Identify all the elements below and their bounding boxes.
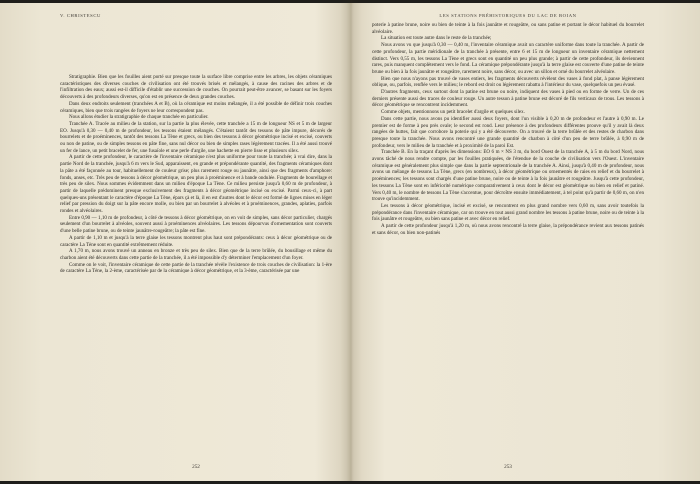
- paragraph: Dans deux endroits seulement (tranchées A et B), où la céramique est moins mélangée, il a été possible de définir trois couches céramiques, bien que trois rangées de foyers ne leur correspondent pas.: [60, 100, 332, 114]
- paragraph: Tranchée A. Tracée au milieu de la station, sur la partie la plus élevée, cette tranchée a 15 m de longueur NS et 5 m de largeur EO. Jusqu'à 0,30 — 0,40 m de profondeur, les tessons étaient mélangés. C'étaient tantôt des tessons de pâte impure, décorés de bourrelets et de proéminences, tantôt des tessons La Tène et grecs, ou bien des tessons à décor géométrique incisé et excisé, couverts ou non de patine, ou de simples tessons en pâte fine, sans nul décor ou bien de simples rases légèrement tracées. Il a été aussi trouvé un fer de lance, un petit bracelet de fer, une fusaïole et une perle d'argile, une hachette en pierre lisse et plusieurs silex.: [60, 120, 332, 154]
- paragraph: Tranchée B. En la traçant d'après les dimensions: EO 6 m × NS 3 m, du bord Ouest de la tranchée A, à 5 m du bord Nord, nous avons tâché de nous rendre compte, par les fouilles pratiquées, de l'étendue de la couche de civilisation vers l'Ouest. L'inventaire céramique est généralement plus simple que dans la partie septentrionale de la tranchée A. Ainsi, jusqu'à 0,40 m de profondeur, nous avons un mélange de tessons La Tène, grecs (en nombreux), à décor géométrique ou ornementés de raies en relief et du bourrelet à proéminences; les tessons sont chargés d'une patine brune, noire ou de teinte à la fois jaunâtre et rougeâtre. Jusqu'à cette profondeur, les tessons La Tène sont en infériorité numérique comparativement à ceux dont le décor est géométrique ou bien en relief et patiné. Vers 0,40 m, le nombre de tessons La Tène s'accentue, pour décroître ensuite immédiatement, à tel point qu'à partir de 0,60 m, on n'en trouve qu'incidemment.: [372, 149, 644, 203]
- running-head-right: LES STATIONS PRÉHISTORIQUES DU LAC DE BOIAN: [439, 13, 577, 18]
- page-number-right: 253: [504, 464, 512, 470]
- paragraph: Bien que nous n'ayons pas trouvé de vases entiers, les fragments découverts révèlent des vases à fond plat, à panse légèrement oblique, ou, parfois, renflée vers le milieu; le rebord est droit ou légèrement rabattu à l'intérieur du vase, quelquefois un peu évasé.: [372, 75, 644, 89]
- left-page: [60, 12, 332, 474]
- paragraph: A partir de cette profondeur, le caractère de l'inventaire céramique n'est plus uniforme pour toute la tranchée; à vrai dire, dans la partie Nord de la tranchée, jusqu'à 6 m vers le Sud, apparaissent, en grande et prépondérante quantité, des fragments céramiques dont la pâte a été façonnée au tour, habituellement de couleur grise; plus rarement rouge ou jaunâtre, ainsi que des fragments d'amphore: fonds, anses, etc. Très peu de tessons à décor géométrique, un peu plus à proéminence et à bande ondulée. Fragments de bourellage et très peu de silex. Nous sommes évidemment dans un milieu d'époque La Tène. Ce milieu persiste jusqu'à 0,60 m de profondeur, à partir de laquelle prédominent presque exclusivement des fragments à décor géométrique incisé ou excisé. Parmi ceux-ci, à part quelques-uns présentant le caractère d'époque La Tène, épars çà et là, il en est d'autres dont le décor est formé de lignes mises en léger relief par pression du doigt sur la pâte encore molle, ou bien par un bourrelet à alvéoles et à proéminences, grandes, aplaties, parfois rondes et alvéolaires.: [60, 154, 332, 215]
- paragraph: D'autres fragments, ceux surtout dont la patine est brune ou noire, indiquent des vases à pied ou en forme de verre. Un de ces derniers présente aussi des traces de couleur rouge. Un autre tesson à patine brune est décoré de fils verticaux de trous. Les tessons à décor géométrique se rencontrent incidemment.: [372, 89, 644, 109]
- paragraph: Comme objets, mentionnons un petit bracelet d'argile et quelques silex.: [381, 109, 525, 116]
- paragraph: Nous avons vu que jusqu'à 0,30 — 0,40 m, l'inventaire céramique avait un caractère uniforme dans toute la tranchée. A partir de cette profondeur, la partie méridionale de la tranchée à présente, entre 6 et 15 m de longueur un inventaire céramique nettement distinct. Vers 0,55 m, les tessons La Tène et grecs sont en quantité un peu plus grande; à partir de cette profondeur, ils deviennent rares, puis manquent complètement vers le fond. La céramique prépondérante jusqu'à la terre glaise est couverte d'une patine de teinte brune ou bien à la fois jaunâtre et rougeâtre, rarement noire, sans décor, ou avec un sillon et orné du bourrelet alvéolaire.: [372, 42, 644, 75]
- paragraph: Stratigraphie. Bien que les fouilles aient porté sur presque toute la surface libre comprise entre les arbres, les objets céramiques caractéristiques des diverses couches de civilisation ont été trouvés brisés et mélangés, à cause des racines des arbres et de l'infiltration des eaux; aussi est-il difficile d'établir une succession de couches. On pourrait peut-être avancer, se basant sur les foyers découverts à des profondeurs diverses, qu'on est en présence de deux grandes couches.: [60, 74, 332, 101]
- left-page-body: [60, 74, 332, 275]
- right-page-body: [372, 22, 644, 237]
- paragraph: A 1,70 m, nous avons trouvé un anneau en bronze et très peu de silex. Bien que de la terre brûlée, du bousillage et même du charbon aient été découverts dans cette partie de la tranchée, il a été impossible d'y déterminer l'emplacement d'un foyer.: [60, 248, 332, 261]
- paragraph: La situation est toute autre dans le reste de la tranchée;: [381, 35, 492, 42]
- paragraph: Dans cette partie, nous avons pu identifier aussi deux foyers, dont l'un visible à 0,20 m de profondeur et l'autre à 0,90 m. Le premier est de forme à peu près ovale; le second est rond. Leur présence à des profondeurs différentes prouve qu'il y avait là deux rangées de huttes, fait que corrobore la poterie qui y a été découverte. On a trouvé de la terre brûlée et des restes de charbon dans presque toute la tranchée. Nous avons rencontré une grande quantité de charbon à côté d'un peu de terre brûlée, à 0,90 m de profondeur, vers le milieu de la tranchée et à proximité de la paroi Est.: [372, 115, 644, 149]
- paragraph: A partir de 1,10 m et jusqu'à la terre glaise les tessons montrent plus haut sont prépondérants: ceux à décor géométrique ou de caractère La Tène sont en quantité extrêmement réduite.: [60, 234, 332, 248]
- paragraph: Entre 0,90 — 1,10 m de profondeur, à côté de tessons à décor géométrique, on en voit de simples, sans décor particulier, chargés seulement d'un bourrelet à alvéoles, souvent aussi à proéminences alvéolaires. Les tessons dépourvus d'ornementation sont couverts d'une belle patine brune, ou de teinte jaunâtre-rougeâtre; la pâte est fine.: [60, 214, 332, 235]
- paragraph: poterie à patine brune, noire ou bien de teinte à la fois jaunâtre et rougeâtre, ou sans patine et portant le décor habituel du bourrelet alvéolaire.: [372, 22, 644, 35]
- page-number-left: 252: [192, 464, 200, 470]
- book-gutter: [340, 0, 362, 484]
- paragraph: Les tessons à décor géométrique, incisé et excisé, se rencontrent en plus grand nombre vers 0,60 m, sans avoir toutefois la prépondérance dans l'inventaire céramique, car on trouve en tout aussi grand nombre les tessons à patine brune, noire ou de teinte à la fois jaunâtre et rougeâtre, ou bien sans patine et avec décor en relief.: [372, 202, 644, 223]
- paragraph: Comme on le voit, l'inventaire céramique de cette partie de la tranchée révèle l'existence de trois couches de civilisation: la 1-ère de caractère La Tène, la 2-ème, caractérisée par de la céramique à décor géométrique, et la 3-ème, caractérisée par une: [60, 261, 332, 275]
- right-page: [372, 12, 644, 474]
- paragraph: A partir de cette profondeur jusqu'à 1,20 m, où nous avons rencontré la terre glaise, la prépondérance revient aux tessons patinés et sans décor, ou bien non-patinés: [372, 223, 644, 236]
- running-head-left: V. CHRISTESCU: [60, 13, 101, 18]
- paragraph: Nous allons étudier la stratigraphie de chaque tranchée en particulier.: [69, 114, 209, 121]
